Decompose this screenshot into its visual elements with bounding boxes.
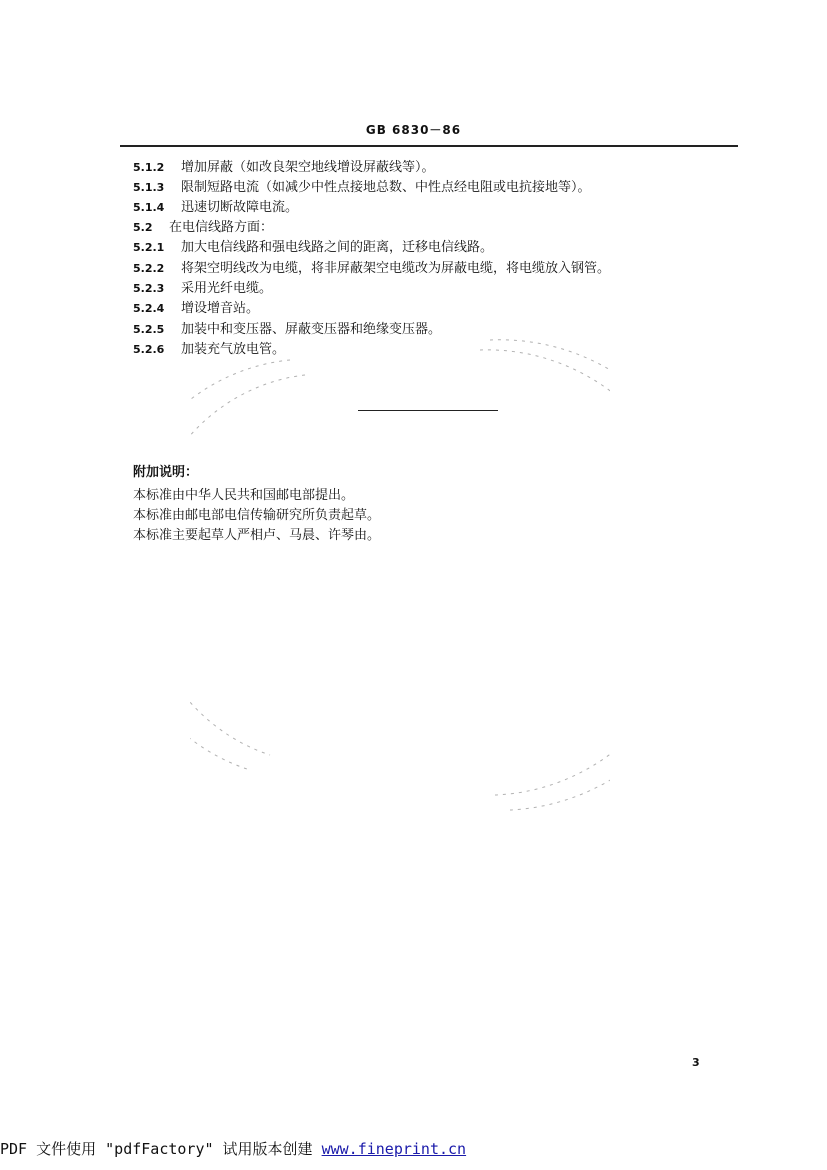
clause-5-2-3 bbox=[133, 281, 272, 297]
clause-number: 5.2.4 bbox=[133, 302, 165, 315]
clause-5-2-4 bbox=[133, 301, 259, 317]
clause-text: 增加屏蔽（如改良架空地线增设屏蔽线等）。 bbox=[181, 160, 435, 175]
clause-number: 5.2.3 bbox=[133, 282, 165, 295]
clause-text: 加大电信线路和强电线路之间的距离，迁移电信线路。 bbox=[181, 240, 494, 255]
appendix-title: 附加说明： bbox=[133, 465, 199, 480]
page-number: 3 bbox=[692, 1056, 700, 1069]
clause-number: 5.2 bbox=[133, 221, 153, 234]
clause-5-2-1 bbox=[133, 240, 493, 256]
clause-number: 5.2.5 bbox=[133, 323, 165, 336]
clause-text: 迅速切断故障电流。 bbox=[181, 200, 299, 215]
clause-number: 5.2.1 bbox=[133, 241, 165, 254]
clause-number: 5.2.6 bbox=[133, 343, 165, 356]
header-rule bbox=[120, 145, 738, 147]
clause-text: 加装充气放电管。 bbox=[181, 342, 286, 357]
clause-text: 加装中和变压器、屏蔽变压器和绝缘变压器。 bbox=[181, 322, 442, 337]
clause-text: 在电信线路方面： bbox=[169, 220, 274, 235]
clause-text: 将架空明线改为电缆，将非屏蔽架空电缆改为屏蔽电缆，将电缆放入钢管。 bbox=[181, 261, 611, 276]
clause-text: 增设增音站。 bbox=[181, 301, 260, 316]
footer-text: PDF 文件使用 "pdfFactory" 试用版本创建 bbox=[0, 1140, 322, 1158]
clause-number: 5.2.2 bbox=[133, 262, 165, 275]
clause-5-1-3 bbox=[133, 180, 591, 196]
appendix-note: 本标准由邮电部电信传输研究所负责起草。 bbox=[133, 508, 381, 523]
clause-5-1-2 bbox=[133, 160, 435, 176]
appendix-note: 本标准主要起草人严相卢、马晨、许琴由。 bbox=[133, 528, 381, 543]
end-rule bbox=[358, 410, 498, 411]
clause-number: 5.1.3 bbox=[133, 181, 165, 194]
clause-5-2-2 bbox=[133, 261, 610, 277]
clause-5-2 bbox=[133, 220, 273, 236]
clause-5-1-4 bbox=[133, 200, 298, 216]
page-header-title: GB 6830－86 bbox=[365, 123, 462, 137]
footer-link[interactable]: www.fineprint.cn bbox=[321, 1140, 467, 1158]
clause-number: 5.1.2 bbox=[133, 161, 165, 174]
clause-text: 采用光纤电缆。 bbox=[181, 281, 273, 296]
clause-text: 限制短路电流（如减少中性点接地总数、中性点经电阻或电抗接地等）。 bbox=[181, 180, 591, 195]
pdf-footer bbox=[0, 1138, 466, 1159]
appendix-note: 本标准由中华人民共和国邮电部提出。 bbox=[133, 488, 355, 503]
faint-seal-stamp bbox=[190, 330, 610, 830]
clause-number: 5.1.4 bbox=[133, 201, 165, 214]
